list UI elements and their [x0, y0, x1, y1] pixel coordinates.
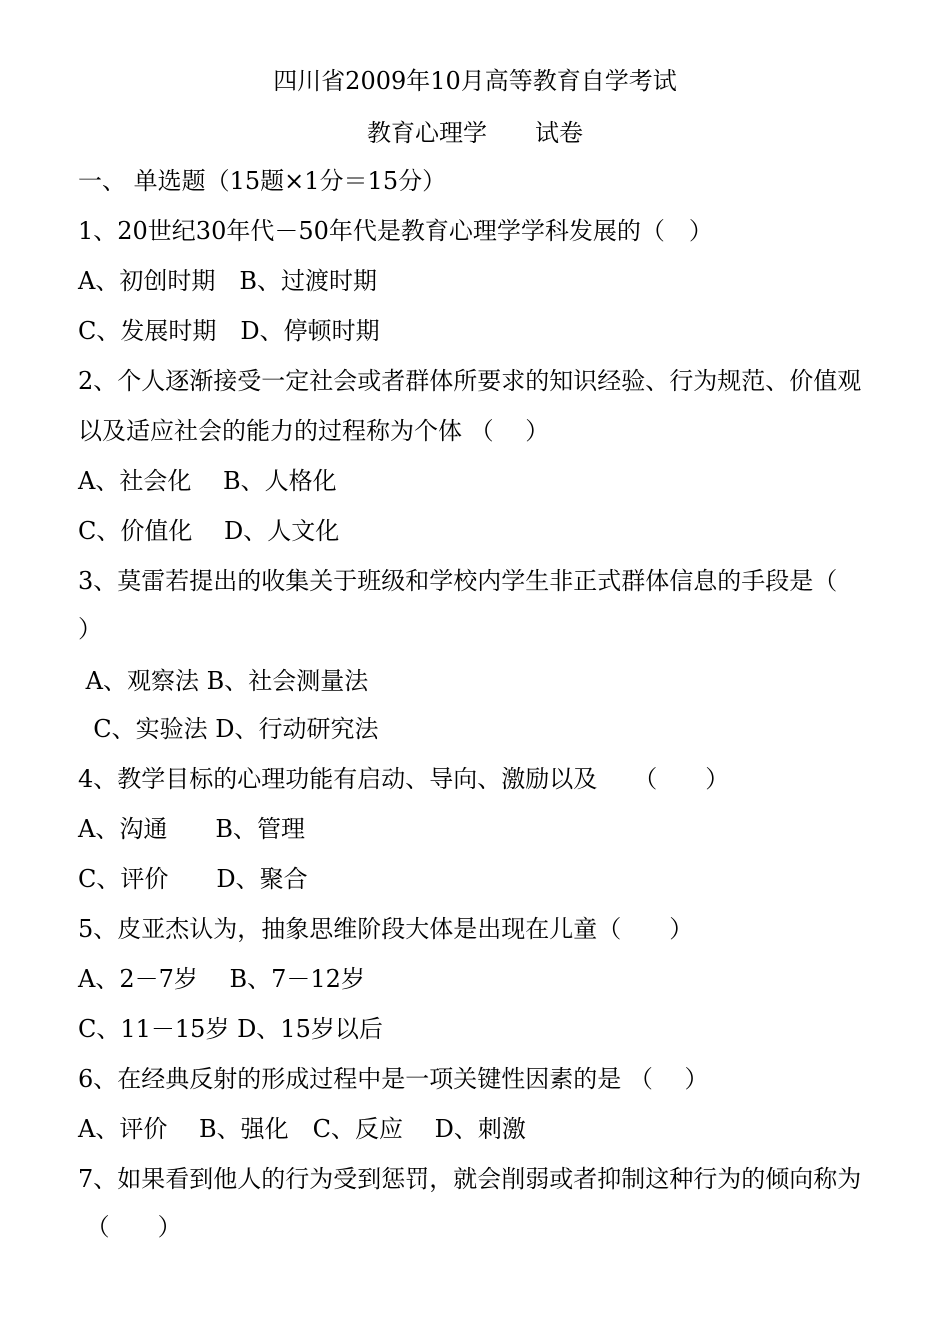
question-2-options-cd: C、价值化 D、人文化 [78, 517, 340, 545]
question-7-line-1: 7、如果看到他人的行为受到惩罚，就会削弱或者抑制这种行为的倾向称为 [78, 1165, 862, 1193]
question-2-options-ab: A、社会化 B、人格化 [78, 467, 337, 495]
question-5-options-ab: A、2－7岁 B、7－12岁 [78, 965, 365, 993]
exam-subtitle: 教育心理学 试卷 [367, 119, 583, 147]
question-3-options-ab: A、观察法 B、社会测量法 [78, 667, 369, 695]
question-3-options-cd: C、实验法 D、行动研究法 [78, 715, 379, 743]
question-5: 5、皮亚杰认为，抽象思维阶段大体是出现在儿童（ ） [78, 915, 694, 943]
exam-title: 四川省2009年10月高等教育自学考试 [273, 67, 677, 95]
question-4-options-cd: C、评价 D、聚合 [78, 865, 308, 893]
question-5-options-cd: C、11－15岁 D、15岁以后 [78, 1015, 383, 1043]
question-4-options-ab: A、沟通 B、管理 [78, 815, 305, 843]
question-3-line-2: ） [78, 615, 102, 643]
question-2-line-2: 以及适应社会的能力的过程称为个体 （ ） [78, 417, 550, 445]
question-1-options-cd: C、发展时期 D、停顿时期 [78, 317, 380, 345]
question-3-line-1: 3、莫雷若提出的收集关于班级和学校内学生非正式群体信息的手段是（ [78, 567, 838, 595]
question-6-options: A、评价 B、强化 C、反应 D、刺激 [78, 1115, 526, 1143]
question-6: 6、在经典反射的形成过程中是一项关键性因素的是 （ ） [78, 1065, 709, 1093]
question-4: 4、教学目标的心理功能有启动、导向、激励以及 （ ） [78, 765, 730, 793]
question-1-options-ab: A、初创时期 B、过渡时期 [78, 267, 377, 295]
question-2-line-1: 2、个人逐渐接受一定社会或者群体所要求的知识经验、行为规范、价值观 [78, 367, 862, 395]
question-7-line-2: （ ） [78, 1213, 182, 1241]
question-1: 1、20世纪30年代－50年代是教育心理学学科发展的（ ） [78, 217, 713, 245]
section-heading: 一、 单选题（15题×1分＝15分） [78, 167, 447, 195]
